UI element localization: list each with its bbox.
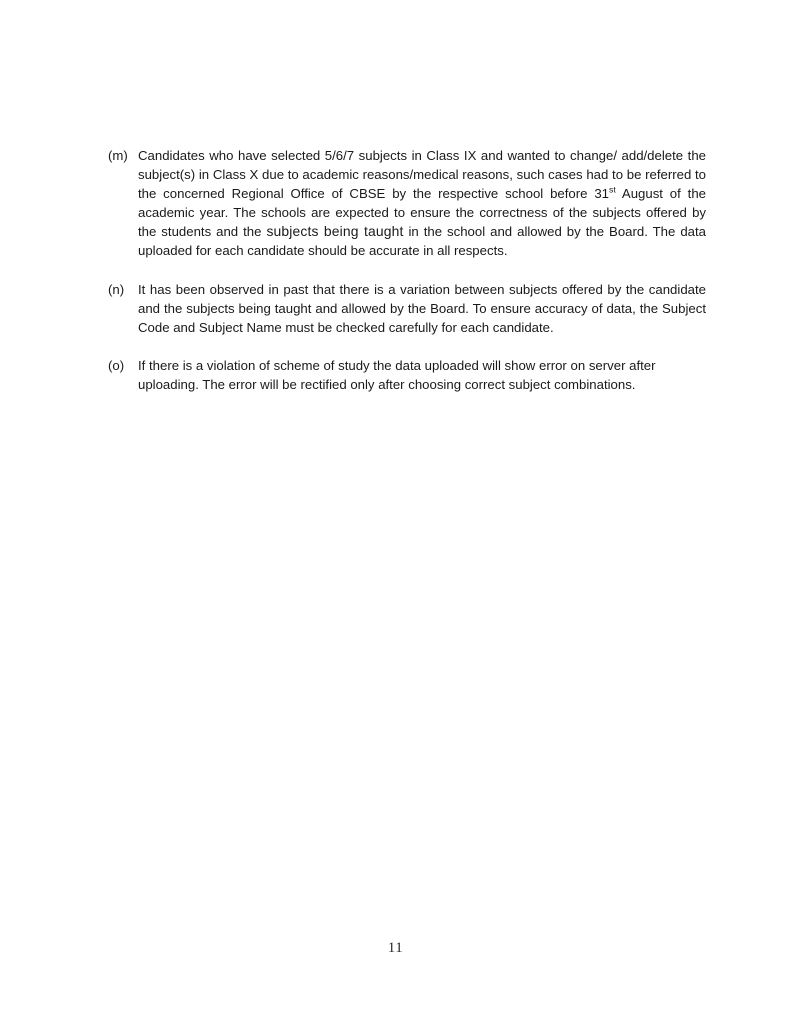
clause-marker-m: (m)	[108, 148, 128, 163]
clause-o	[108, 356, 706, 394]
clause-n-text: It has been observed in past that there is a variation between subjects offered by the candidate and the subjects being taught and allowed by the Board. To ensure accuracy of data, the Subject Code and Subject Name must be checked carefully for each candidate.	[138, 281, 706, 335]
clause-marker-n: (n)	[108, 281, 125, 297]
clause-o-text: If there is a violation of scheme of study the data uploaded will show error on server after uploading. The error will be rectified only after choosing correct subject combinations.	[138, 357, 656, 392]
document-body	[108, 146, 706, 394]
clause-m-text-part-2: August of the academic year. The schools are expected to ensure the correctness of the subjects offered by the students and the	[138, 186, 706, 240]
clause-marker-o: (o)	[108, 357, 125, 373]
ordinal-suffix-st: st	[609, 184, 616, 195]
clause-m	[108, 146, 706, 261]
clause-m-text-part-1: Candidates who have selected 5/6/7 subjects in Class IX and wanted to change/ add/delete the subject(s) in Class X due to academic reasons/medical reasons, such cases had to be referred to the concerned Regional Office of CBSE by the respective school before 31	[138, 148, 706, 202]
page-number: 11	[387, 940, 404, 956]
clause-m-variant-phrase: subjects being taught	[266, 223, 404, 240]
clause-n	[108, 280, 706, 337]
clause-m-text-part-3: in the school and allowed by the Board. The data uploaded for each candidate should be accurate in all respects.	[138, 224, 706, 259]
